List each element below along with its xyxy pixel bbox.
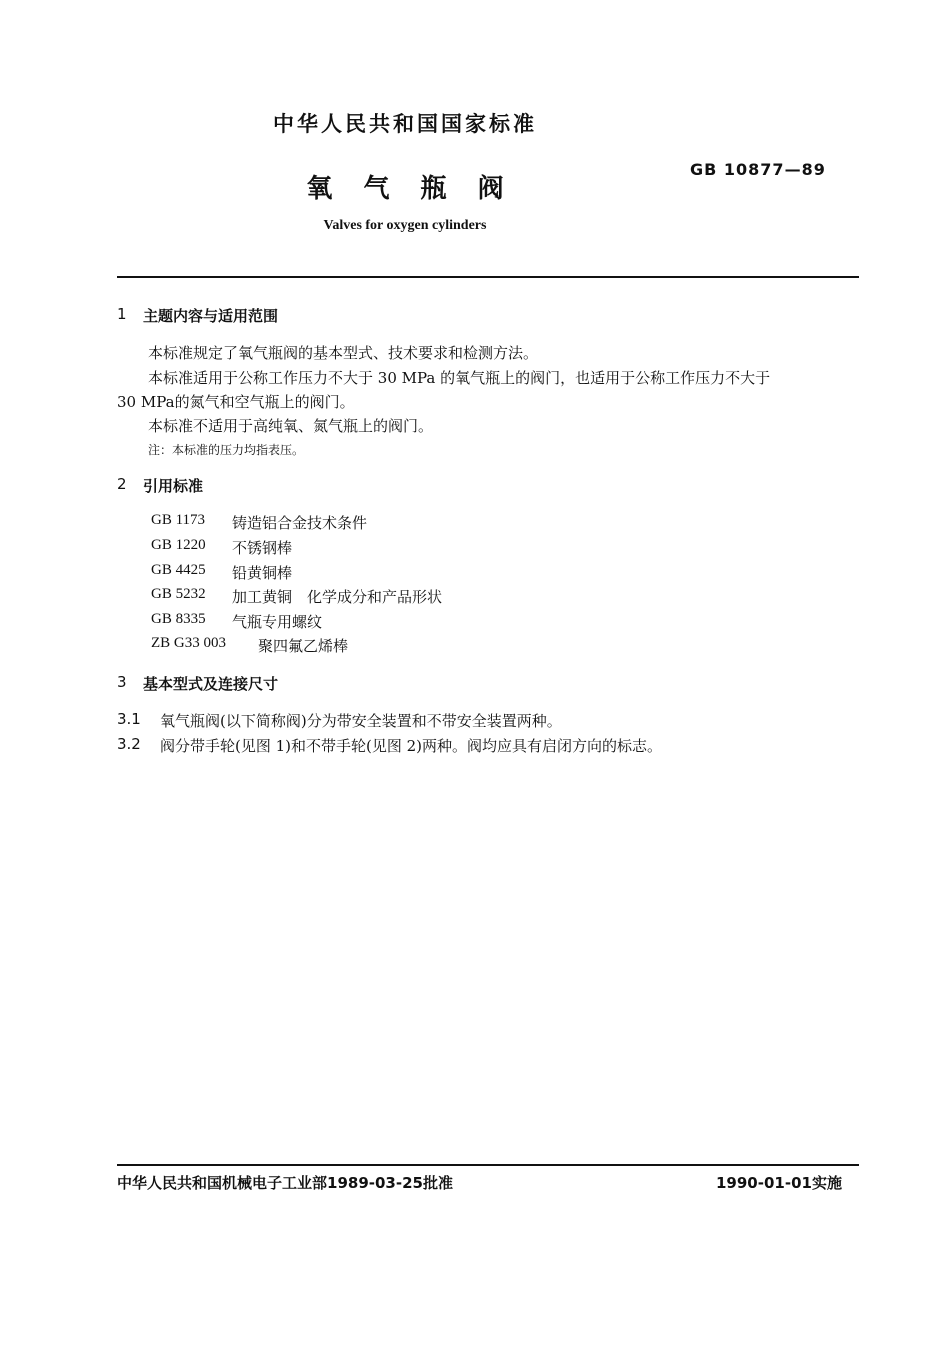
section-1-number: 1 <box>117 305 127 323</box>
footer-divider <box>117 1164 859 1166</box>
document-title-cn: 氧 气 瓶 阀 <box>306 174 504 204</box>
ref-name-3: 铅黄铜棒 <box>232 564 293 582</box>
clause-3-1-number: 3.1 <box>117 710 141 728</box>
clause-3-2-text: 阀分带手轮(见图 1)和不带手轮(见图 2)两种。阀均应具有启闭方向的标志。 <box>160 737 663 755</box>
effective-date: 1990-01-01实施 <box>716 1174 842 1192</box>
ref-name-2: 不锈钢棒 <box>232 539 293 557</box>
ref-code-4: GB 5232 <box>151 586 206 602</box>
standard-code: GB 10877—89 <box>690 160 826 179</box>
section-1-para-3: 本标准不适用于高纯氧、氮气瓶上的阀门。 <box>148 417 434 435</box>
clause-3-1-text: 氧气瓶阀(以下简称阀)分为带安全装置和不带安全装置两种。 <box>160 712 562 730</box>
section-1-para-2-cont: 30 MPa的氮气和空气瓶上的阀门。 <box>117 393 355 411</box>
document-title-en: Valves for oxygen cylinders <box>323 218 487 233</box>
section-1-para-2: 本标准适用于公称工作压力不大于 30 MPa 的氧气瓶上的阀门，也适用于公称工作压力不大于 <box>148 369 771 387</box>
standard-name: 中华人民共和国国家标准 <box>273 112 537 136</box>
section-3-title: 基本型式及连接尺寸 <box>143 675 279 693</box>
section-1-para-1: 本标准规定了氧气瓶阀的基本型式、技术要求和检测方法。 <box>148 344 539 362</box>
ref-name-6: 聚四氟乙烯棒 <box>258 637 349 655</box>
section-2-title: 引用标准 <box>143 477 204 495</box>
section-2-number: 2 <box>117 475 127 493</box>
ref-code-2: GB 1220 <box>151 537 206 553</box>
section-1-note: 注：本标准的压力均指表压。 <box>148 443 305 457</box>
approval-line: 中华人民共和国机械电子工业部1989-03-25批准 <box>117 1174 453 1192</box>
ref-code-5: GB 8335 <box>151 611 206 627</box>
ref-code-1: GB 1173 <box>151 512 206 528</box>
section-3-number: 3 <box>117 673 127 691</box>
section-1-title: 主题内容与适用范围 <box>143 307 279 325</box>
header-divider <box>117 276 859 278</box>
ref-code-6: ZB G33 003 <box>151 635 226 651</box>
ref-name-5: 气瓶专用螺纹 <box>232 613 323 631</box>
ref-code-3: GB 4425 <box>151 562 206 578</box>
ref-name-4: 加工黄铜 化学成分和产品形状 <box>232 588 443 606</box>
ref-name-1: 铸造铝合金技术条件 <box>232 514 368 532</box>
clause-3-2-number: 3.2 <box>117 735 141 753</box>
